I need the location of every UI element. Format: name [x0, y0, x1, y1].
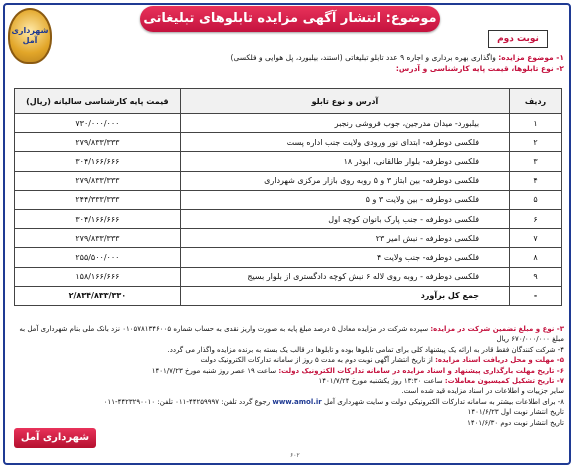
condition-6-text: ساعت ۱۹ عصر روز شنبه مورخ ۱۴۰۱/۷/۲۳: [151, 366, 277, 375]
row-price: ۷۳۰/۰۰۰/۰۰۰: [15, 114, 181, 133]
condition-9-pre: ۸- برای اطلاعات بیشتر به سامانه تدارکات الکترونیکی دولت و سایت شهرداری آمل: [323, 397, 564, 406]
table-header-row: [15, 89, 562, 114]
row-price: ۲۴۴/۳۳۳/۳۳۳: [15, 190, 181, 209]
table-row: [15, 152, 562, 171]
row-number: ۶: [510, 209, 562, 228]
row-number: ۷: [510, 229, 562, 248]
condition-7-label: ۷- تاریخ تشکیل کمیسیون معاملات:: [444, 377, 564, 386]
row-price: ۳۰۴/۱۶۶/۶۶۶: [15, 209, 181, 228]
municipality-logo-icon: [8, 8, 52, 64]
row-address: فلکسی دوطرفه - بین ولایت ۳ و ۵: [180, 190, 509, 209]
table-total-row: [15, 286, 562, 305]
website-link[interactable]: www.amol.ir: [272, 397, 322, 406]
condition-8: سایر جزییات و اطلاعات در اسناد مزایده قید شده است.: [401, 387, 564, 396]
row-price: ۱۵۸/۱۶۶/۶۶۶: [15, 267, 181, 286]
round-badge: نوبت دوم: [488, 30, 548, 48]
total-row-mark: -: [510, 286, 562, 305]
condition-9: [12, 397, 564, 407]
intro-line-1: [84, 52, 564, 63]
row-price: ۲۵۵/۵۰۰/۰۰۰: [15, 248, 181, 267]
condition-3-label: ۳- نوع و مبلغ تضمین شرکت در مزایده:: [430, 325, 564, 333]
header-price: قیمت پایه کارشناسی سالیانه (ریال): [15, 89, 181, 114]
conditions-section: [12, 324, 564, 428]
table-row: [15, 267, 562, 286]
row-address: فلکسی دوطرفه- بلوار طالقانی، ابوذر ۱۸: [180, 152, 509, 171]
condition-5-text: از تاریخ انتشار آگهی نوبت دوم به مدت ۵ روز از سامانه تدارکات الکترونیک دولت: [200, 356, 433, 365]
condition-5-label: ۵- مهلت و محل دریافت اسناد مزایده:: [435, 356, 564, 365]
intro-line-1-text: واگذاری بهره برداری و اجاره ۹ عدد تابلو تبلیغاتی (استند، بیلبورد، پل هوایی و فلکسی): [230, 53, 496, 62]
page-number: ۶۰۲: [290, 452, 300, 459]
condition-5: [12, 355, 564, 365]
table-row: [15, 171, 562, 190]
intro-section: [84, 52, 564, 74]
header-row-number: ردیف: [510, 89, 562, 114]
row-number: ۹: [510, 267, 562, 286]
table-row: [15, 229, 562, 248]
row-price: ۲۷۹/۸۳۳/۳۳۳: [15, 171, 181, 190]
row-address: فلکسی دوطرفه- جنب ولایت ۴: [180, 248, 509, 267]
condition-9-post: رجوع گردد تلفن: ۴۴۲۵۹۹۹۷-۰۱۱ تلفن: ۴۴۲۳۲۹۰۰۱۰-۰۱۱: [103, 397, 271, 406]
row-address: فلکسی دوطرفه- ابتدای نور ورودی ولایت جنب اداره پست: [180, 133, 509, 152]
row-price: ۲۷۹/۸۳۳/۳۳۳: [15, 229, 181, 248]
row-address: فلکسی دوطرفه - نبش امیر ۲۳: [180, 229, 509, 248]
row-number: ۳: [510, 152, 562, 171]
row-address: فلکسی دوطرفه- بین ابتاز ۳ و ۵ روبه روی بازار مرکزی شهرداری: [180, 171, 509, 190]
municipality-badge: شهرداری آمل: [14, 428, 96, 448]
row-number: ۲: [510, 133, 562, 152]
condition-4: ۴- شرکت کنندگان فقط قادر به ارائه یک پیشنهاد کلی برای تمامی تابلوها بوده و تابلوها در قالب یک بسته به برنده مزایده واگذار می گردد.: [167, 345, 564, 354]
intro-line-2-label: ۲- نوع تابلوها، قیمت پایه کارشناسی و آدرس:: [395, 64, 564, 73]
billboard-table: [14, 88, 562, 306]
condition-6-label: ۶- تاریخ مهلت بارگذاری پیشنهاد و اسناد مزایده در سامانه تدارکات الکترونیک دولت:: [278, 366, 564, 375]
table-row: [15, 114, 562, 133]
header-address: آدرس و نوع تابلو: [180, 89, 509, 114]
row-address: فلکسی دوطرفه - روبه روی لاله ۶ نبش کوچه دادگستری از بلوار بسیج: [180, 267, 509, 286]
total-value: ۲/۸۳۴/۸۳۳/۳۳۰: [15, 286, 181, 305]
condition-6: [12, 366, 564, 376]
row-number: ۸: [510, 248, 562, 267]
row-price: ۳۰۴/۱۶۶/۶۶۶: [15, 152, 181, 171]
intro-line-1-label: ۱- موضوع مزایده:: [498, 53, 564, 62]
publish-date-1: تاریخ انتشار نوبت اول ۱۴۰۱/۶/۲۳: [467, 408, 564, 417]
row-number: ۱: [510, 114, 562, 133]
condition-3-text: سپرده شرکت در مزایده معادل ۵ درصد مبلغ پایه به صورت واریز نقدی به حساب شماره ۰۱۰۵۷۸۱۳۴۶۰۰۵ نزد بانک ملی بنام شهرداری آمل به مبلغ ۶۷۰/۰۰۰/۰۰۰ ریال: [19, 325, 564, 344]
intro-line-2: [84, 63, 564, 74]
table-row: [15, 209, 562, 228]
row-number: ۵: [510, 190, 562, 209]
table-row: [15, 133, 562, 152]
notice-title: موضوع: انتشار آگهی مزایده تابلوهای تبلیغاتی: [140, 6, 440, 32]
row-number: ۴: [510, 171, 562, 190]
row-address: فلکسی دوطرفه - جنب پارک بانوان کوچه اول: [180, 209, 509, 228]
row-price: ۲۷۹/۸۳۳/۳۳۳: [15, 133, 181, 152]
total-label: جمع کل برآورد: [180, 286, 509, 305]
condition-3: [12, 324, 564, 345]
table-row: [15, 248, 562, 267]
table-row: [15, 190, 562, 209]
condition-7: [12, 376, 564, 386]
condition-7-text: ساعت ۱۳:۳۰ روز یکشنبه مورخ ۱۴۰۱/۷/۲۴: [318, 377, 443, 386]
logo-text: شهرداری آمل: [11, 26, 49, 45]
row-address: بیلبورد- میدان مدرجین، جوب فروشی رنجبر: [180, 114, 509, 133]
publish-date-2: تاریخ انتشار نوبت دوم ۱۴۰۱/۶/۳۰: [467, 418, 564, 427]
